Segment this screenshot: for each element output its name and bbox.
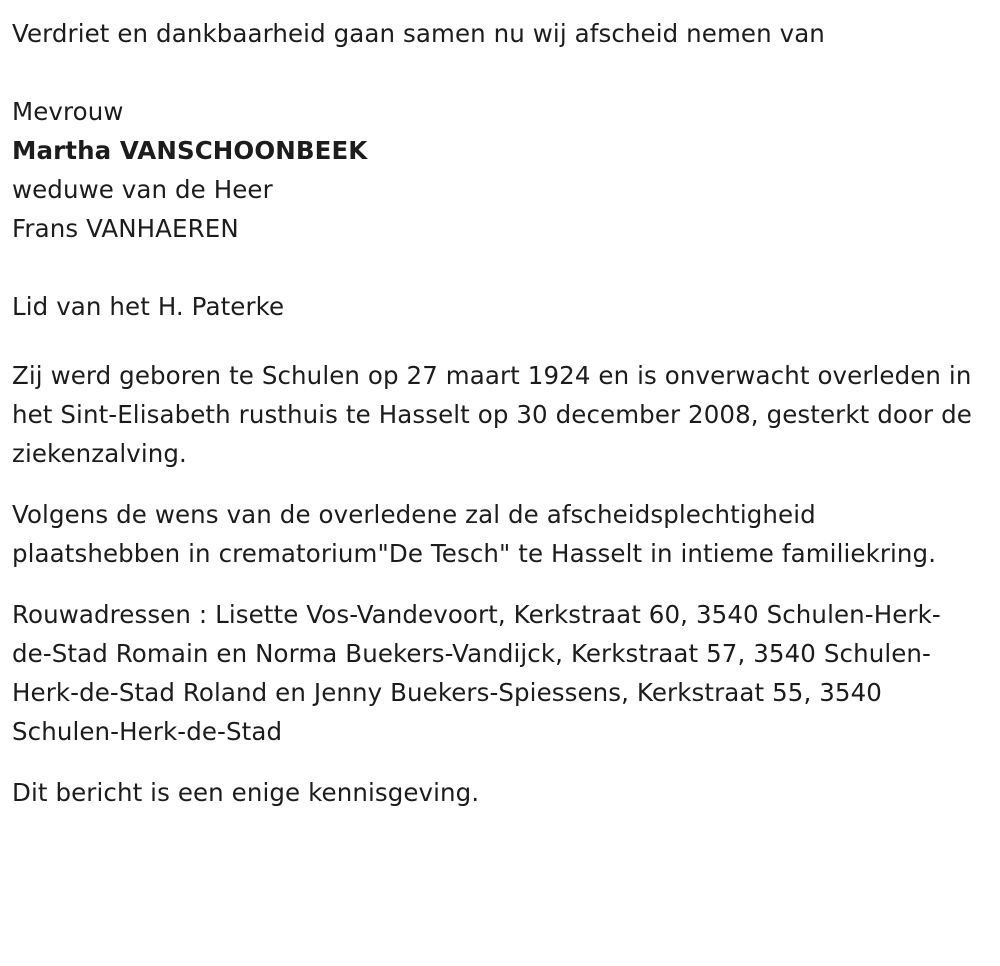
deceased-name: Martha VANSCHOONBEEK bbox=[12, 136, 368, 165]
spacer bbox=[12, 473, 978, 495]
spacer bbox=[12, 53, 978, 92]
closing-note: Dit bericht is een enige kennisgeving. bbox=[12, 778, 480, 807]
spouse-name: Frans VANHAEREN bbox=[12, 214, 239, 243]
spacer bbox=[12, 573, 978, 595]
relation-label: weduwe van de Heer bbox=[12, 175, 273, 204]
spacer bbox=[12, 326, 978, 356]
opening-line: Verdriet en dankbaarheid gaan samen nu wij afscheid nemen van bbox=[12, 19, 825, 48]
membership-line: Lid van het H. Paterke bbox=[12, 292, 285, 321]
salutation: Mevrouw bbox=[12, 97, 124, 126]
mourning-addresses-paragraph: Rouwadressen : Lisette Vos-Vandevoort, Kerkstraat 60, 3540 Schulen-Herk-de-Stad Romain en Norma Buekers-Vandijck, Kerkstraat 57, 3540 Schulen-Herk-de-Stad Roland en Jenny Buekers-Spiessens, Kerkstraat 55, 3540 Schulen-Herk-de-Stad bbox=[12, 600, 941, 746]
life-details-paragraph: Zij werd geboren te Schulen op 27 maart 1924 en is onverwacht overleden in het Sint-Elisabeth rusthuis te Hasselt op 30 december 2008, gesterkt door de ziekenzalving. bbox=[12, 361, 972, 468]
ceremony-details-paragraph: Volgens de wens van de overledene zal de afscheidsplechtigheid plaatshebben in crematorium"De Tesch" te Hasselt in intieme familiekring. bbox=[12, 500, 937, 568]
spacer bbox=[12, 248, 978, 287]
spacer bbox=[12, 751, 978, 773]
